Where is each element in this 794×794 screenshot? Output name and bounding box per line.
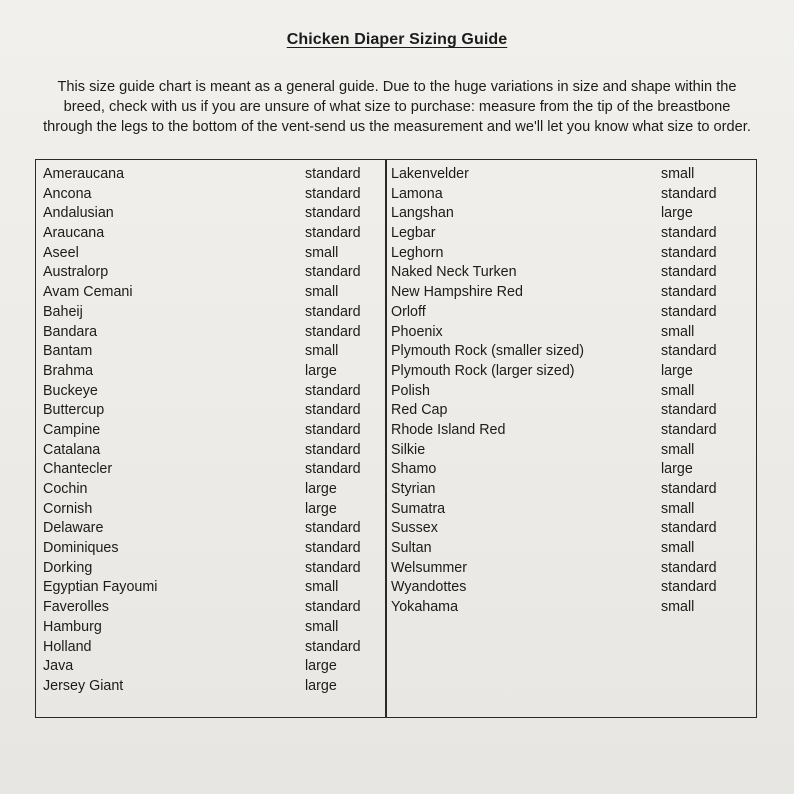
table-row xyxy=(391,539,751,559)
table-row xyxy=(43,559,383,579)
column-divider xyxy=(385,159,387,718)
right-breed-column xyxy=(391,165,751,618)
breed-name: Styrian xyxy=(391,481,436,497)
diaper-size: standard xyxy=(661,284,717,301)
diaper-size: standard xyxy=(305,441,361,458)
diaper-size: standard xyxy=(661,185,717,202)
breed-name: Catalana xyxy=(43,441,101,458)
breed-name: Cornish xyxy=(43,500,93,517)
table-row xyxy=(391,224,751,244)
breed-name: Red Cap xyxy=(391,402,448,419)
breed-name: Baheij xyxy=(43,303,83,320)
breed-name: Australorp xyxy=(43,264,109,281)
table-row xyxy=(43,578,383,598)
diaper-size: standard xyxy=(305,166,361,182)
table-row xyxy=(43,165,383,185)
breed-name: Legbar xyxy=(391,225,436,242)
table-row xyxy=(43,323,383,343)
table-row xyxy=(391,263,751,283)
diaper-size: large xyxy=(661,205,693,222)
breed-name: Leghorn xyxy=(391,244,444,261)
diaper-size: standard xyxy=(305,382,361,399)
table-row xyxy=(391,598,751,618)
diaper-size: large xyxy=(305,658,337,675)
diaper-size: large xyxy=(305,677,337,694)
diaper-size: standard xyxy=(661,421,717,438)
table-row xyxy=(43,185,383,205)
diaper-size: standard xyxy=(305,402,361,419)
table-row xyxy=(43,401,383,421)
diaper-size: standard xyxy=(305,520,361,537)
diaper-size: standard xyxy=(661,579,717,596)
diaper-size: standard xyxy=(305,599,361,616)
diaper-size: standard xyxy=(661,225,717,242)
breed-name: Jersey Giant xyxy=(43,677,124,694)
table-row xyxy=(43,224,383,244)
table-row xyxy=(43,382,383,402)
diaper-size: standard xyxy=(661,520,717,537)
breed-name: Polish xyxy=(391,382,430,399)
breed-name: Sussex xyxy=(391,520,438,537)
table-row xyxy=(43,283,383,303)
page-title-text: Chicken Diaper Sizing Guide xyxy=(286,31,508,48)
table-row xyxy=(43,657,383,677)
breed-name: Plymouth Rock (larger sized) xyxy=(391,362,575,379)
table-row xyxy=(391,323,751,343)
breed-name: Faverolles xyxy=(43,599,109,616)
table-row xyxy=(43,204,383,224)
diaper-size: standard xyxy=(661,343,717,360)
breed-name: Wyandottes xyxy=(391,579,467,596)
table-row xyxy=(391,460,751,480)
breed-name: Lakenvelder xyxy=(391,166,469,182)
breed-name: Campine xyxy=(43,421,101,438)
table-row xyxy=(391,165,751,185)
diaper-size: standard xyxy=(305,540,361,557)
diaper-size: standard xyxy=(661,303,717,320)
breed-name: Sumatra xyxy=(391,500,446,517)
breed-name: Welsummer xyxy=(391,559,467,576)
diaper-size: standard xyxy=(305,225,361,242)
table-row xyxy=(43,460,383,480)
breed-name: Sultan xyxy=(391,540,432,557)
table-row xyxy=(43,303,383,323)
breed-name: Langshan xyxy=(391,205,454,222)
table-row xyxy=(391,204,751,224)
diaper-size: standard xyxy=(305,461,361,478)
table-row xyxy=(43,539,383,559)
breed-name: Egyptian Fayoumi xyxy=(43,579,158,596)
breed-name: Hamburg xyxy=(43,618,102,635)
diaper-size: standard xyxy=(661,244,717,261)
diaper-size: large xyxy=(305,500,337,517)
diaper-size: standard xyxy=(305,205,361,222)
diaper-size: standard xyxy=(305,638,361,655)
breed-name: Buckeye xyxy=(43,382,98,399)
diaper-size: large xyxy=(661,461,693,478)
table-row xyxy=(43,638,383,658)
breed-name: Cochin xyxy=(43,481,88,497)
diaper-size: small xyxy=(661,599,695,616)
diaper-size: small xyxy=(305,618,339,635)
table-row xyxy=(391,578,751,598)
diaper-size: large xyxy=(305,481,337,497)
breed-name: Buttercup xyxy=(43,402,105,419)
table-row xyxy=(43,598,383,618)
table-row xyxy=(391,185,751,205)
breed-name: Ancona xyxy=(43,185,92,202)
breed-name: Chantecler xyxy=(43,461,113,478)
table-row xyxy=(391,283,751,303)
diaper-size: small xyxy=(305,343,339,360)
table-row xyxy=(43,500,383,520)
table-row xyxy=(43,480,383,500)
diaper-size: large xyxy=(661,362,693,379)
left-breed-column xyxy=(43,165,383,697)
table-row xyxy=(43,342,383,362)
diaper-size: small xyxy=(305,284,339,301)
breed-name: Bandara xyxy=(43,323,98,340)
breed-name: Yokahama xyxy=(391,599,459,616)
diaper-size: standard xyxy=(305,421,361,438)
table-row xyxy=(43,618,383,638)
diaper-size: small xyxy=(661,500,695,517)
diaper-size: standard xyxy=(661,481,717,497)
breed-name: Lamona xyxy=(391,185,443,202)
table-row xyxy=(391,559,751,579)
breed-name: Java xyxy=(43,658,74,675)
diaper-size: large xyxy=(305,362,337,379)
table-row xyxy=(391,519,751,539)
diaper-size: standard xyxy=(661,264,717,281)
table-row xyxy=(391,401,751,421)
breed-name: Aseel xyxy=(43,244,79,261)
diaper-size: standard xyxy=(305,559,361,576)
breed-name: Delaware xyxy=(43,520,104,537)
diaper-size: small xyxy=(661,166,695,182)
diaper-size: standard xyxy=(305,303,361,320)
breed-name: Bantam xyxy=(43,343,93,360)
diaper-size: standard xyxy=(305,323,361,340)
table-row xyxy=(391,362,751,382)
breed-name: Dominiques xyxy=(43,540,119,557)
breed-name: Araucana xyxy=(43,225,105,242)
table-row xyxy=(43,263,383,283)
table-row xyxy=(43,362,383,382)
breed-name: Phoenix xyxy=(391,323,443,340)
breed-name: Orloff xyxy=(391,303,426,320)
breed-name: Brahma xyxy=(43,362,94,379)
table-row xyxy=(43,441,383,461)
diaper-size: standard xyxy=(661,402,717,419)
table-row xyxy=(391,500,751,520)
breed-name: Silkie xyxy=(391,441,426,458)
table-row xyxy=(391,244,751,264)
breed-name: Ameraucana xyxy=(43,166,125,182)
diaper-size: small xyxy=(661,382,695,399)
breed-name: Plymouth Rock (smaller sized) xyxy=(391,343,585,360)
diaper-size: standard xyxy=(661,559,717,576)
breed-name: Andalusian xyxy=(43,205,114,222)
diaper-size: small xyxy=(305,244,339,261)
breed-name: Dorking xyxy=(43,559,93,576)
diaper-size: small xyxy=(661,323,695,340)
breed-name: Naked Neck Turken xyxy=(391,264,517,281)
table-row xyxy=(391,303,751,323)
breed-name: Shamo xyxy=(391,461,437,478)
intro-paragraph: This size guide chart is meant as a general guide. Due to the huge variations in size and shape within the breed, check with us if you are unsure of what size to purchase: measure from the tip of the breastbone through the legs to the bottom of the vent-send us the measurement and we'll let you know what size to order. xyxy=(43,79,751,135)
breed-name: Holland xyxy=(43,638,92,655)
page-title xyxy=(0,31,794,49)
table-row xyxy=(391,342,751,362)
table-row xyxy=(391,421,751,441)
table-row xyxy=(391,382,751,402)
breed-name: New Hampshire Red xyxy=(391,284,523,301)
diaper-size: small xyxy=(661,540,695,557)
table-row xyxy=(43,421,383,441)
breed-name: Avam Cemani xyxy=(43,284,133,301)
table-row xyxy=(43,244,383,264)
diaper-size: standard xyxy=(305,264,361,281)
diaper-size: small xyxy=(661,441,695,458)
table-row xyxy=(43,519,383,539)
breed-name: Rhode Island Red xyxy=(391,421,506,438)
table-row xyxy=(43,677,383,697)
diaper-size: small xyxy=(305,579,339,596)
diaper-size: standard xyxy=(305,185,361,202)
table-row xyxy=(391,480,751,500)
table-row xyxy=(391,441,751,461)
